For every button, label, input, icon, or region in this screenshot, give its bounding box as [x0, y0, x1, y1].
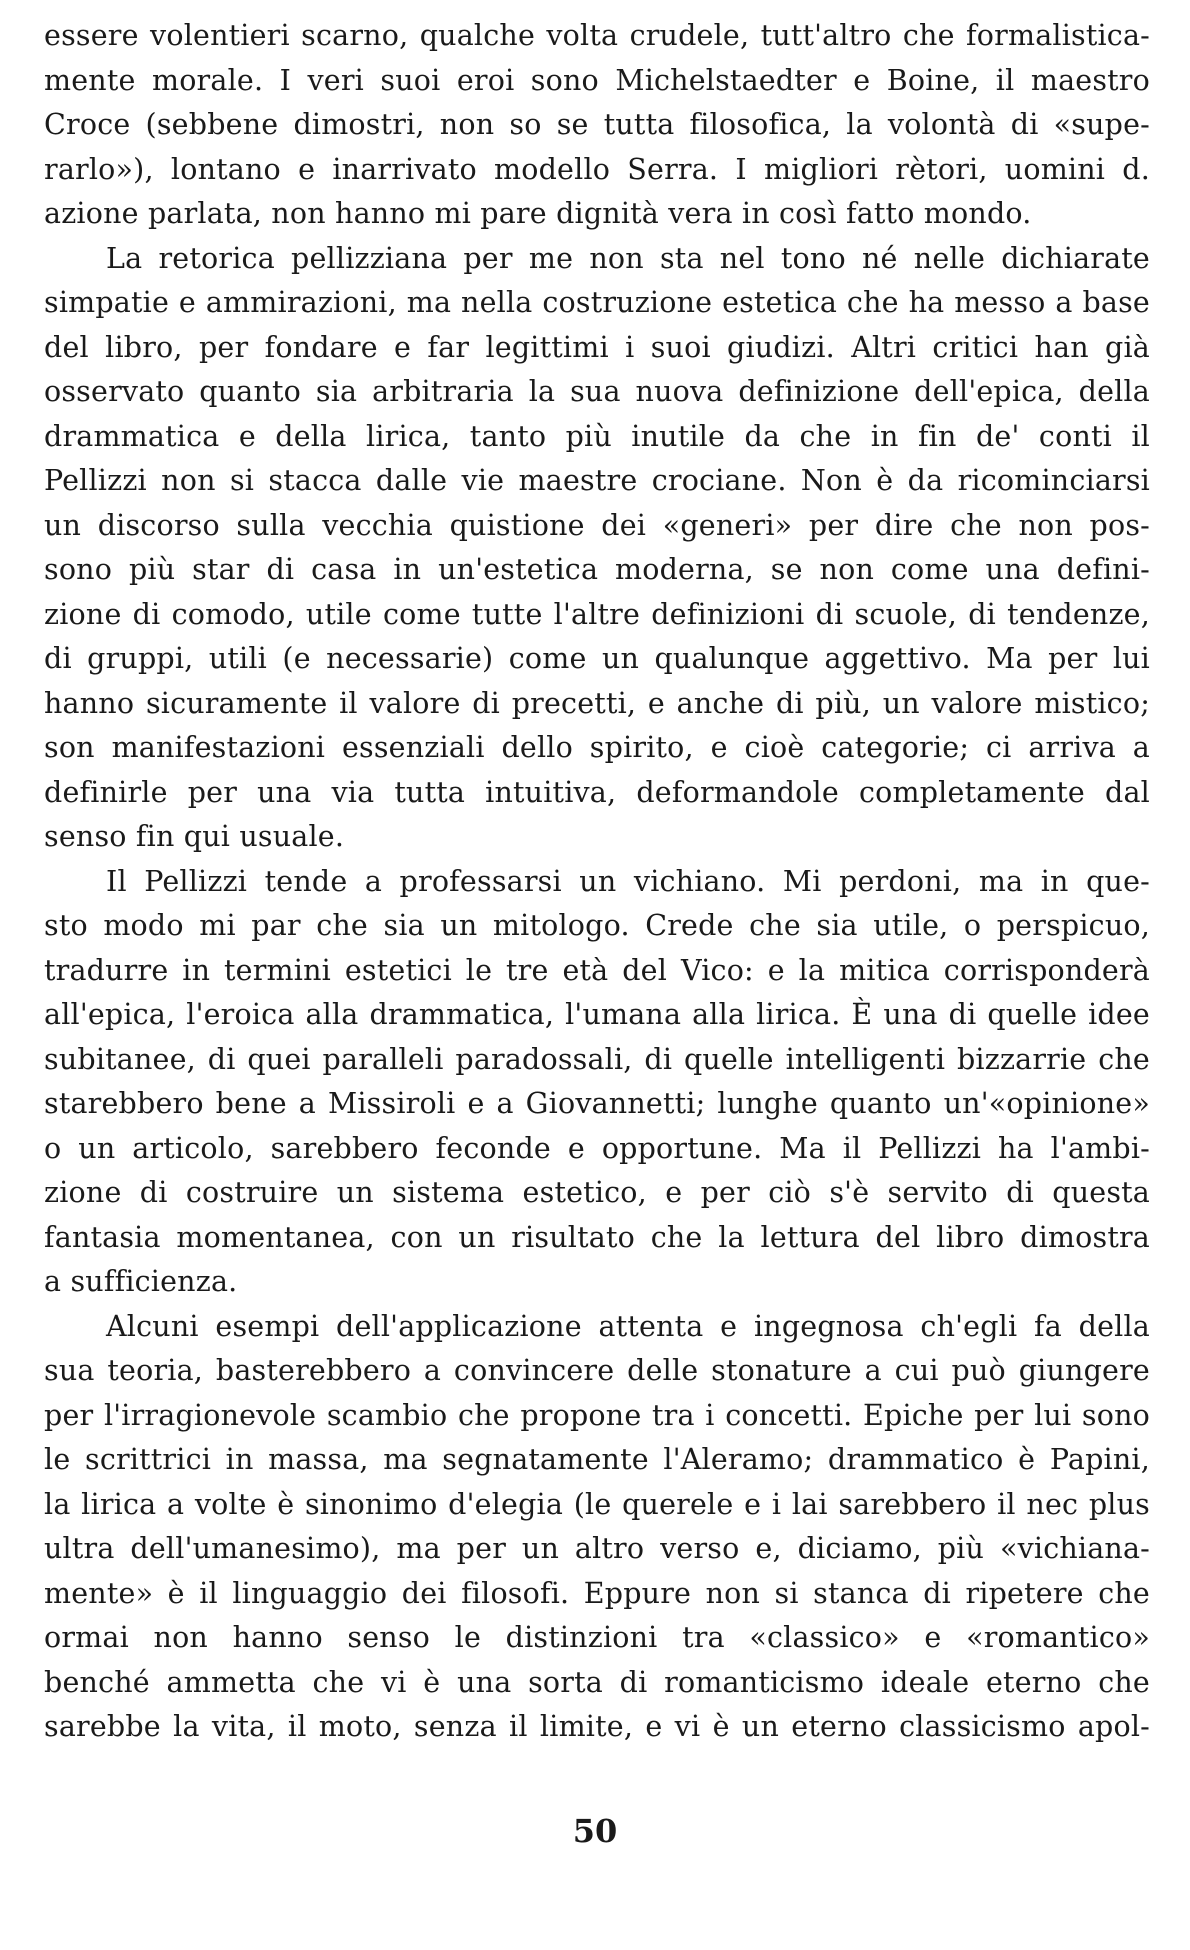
text-line: simpatie e ammirazioni, ma nella costruzione estetica che ha messo a base	[44, 286, 1150, 319]
text-line: sono più star di casa in un'estetica moderna, se non come una defini-	[44, 553, 1150, 586]
text-line: o un articolo, sarebbero feconde e opportune. Ma il Pellizzi ha l'ambi-	[44, 1131, 1150, 1165]
text-line: sarebbe la vita, il moto, senza il limite, e vi è un eterno classicismo apol-	[44, 1710, 1150, 1743]
paragraph-first-line: Alcuni esempi dell'applicazione attenta e ingegnosa ch'egli fa della	[106, 1309, 1150, 1343]
text-line: azione parlata, non hanno mi pare dignità vera in così fatto mondo.	[44, 197, 1032, 230]
text-line: del libro, per fondare e far legittimi i suoi giudizi. Altri critici han già	[44, 330, 1150, 364]
text-line: zione di costruire un sistema estetico, e per ciò s'è servito di questa	[44, 1176, 1150, 1209]
paragraph-first-line: Il Pellizzi tende a professarsi un vichiano. Mi perdoni, ma in que-	[106, 864, 1150, 898]
text-line: hanno sicuramente il valore di precetti, e anche di più, un valore mistico;	[44, 686, 1150, 720]
text-line: all'epica, l'eroica alla drammatica, l'umana alla lirica. È una di quelle idee	[44, 998, 1150, 1031]
text-line: son manifestazioni essenziali dello spirito, e cioè categorie; ci arriva a	[44, 731, 1150, 764]
text-line: mente morale. I veri suoi eroi sono Michelstaedter e Boine, il maestro	[44, 63, 1150, 97]
text-line: benché ammetta che vi è una sorta di romanticismo ideale eterno che	[44, 1665, 1150, 1699]
text-line: starebbero bene a Missiroli e a Giovannetti; lunghe quanto un'«opinione»	[44, 1087, 1150, 1120]
text-line: drammatica e della lirica, tanto più inutile da che in fin de' conti il	[44, 419, 1150, 453]
text-line: le scrittrici in massa, ma segnatamente l'Aleramo; drammatico è Papini,	[44, 1443, 1150, 1476]
text-line: senso fin qui usuale.	[44, 820, 345, 853]
text-line: sua teoria, basterebbero a convincere delle stonature a cui può giungere	[44, 1354, 1150, 1387]
text-line: Croce (sebbene dimostri, non so se tutta filosofica, la volontà di «supe-	[44, 108, 1150, 141]
text-line: ormai non hanno senso le distinzioni tra «classico» e «romantico»	[44, 1621, 1150, 1654]
text-line: a sufficienza.	[44, 1265, 238, 1298]
text-line: sto modo mi par che sia un mitologo. Crede che sia utile, o perspicuo,	[44, 909, 1150, 942]
text-line: fantasia momentanea, con un risultato che la lettura del libro dimostra	[44, 1220, 1150, 1254]
text-line: rarlo»), lontano e inarrivato modello Serra. I migliori rètori, uomini d.	[44, 152, 1150, 186]
text-line: essere volentieri scarno, qualche volta crudele, tutt'altro che formalistica-	[44, 19, 1150, 52]
text-line: Pellizzi non si stacca dalle vie maestre crociane. Non è da ricominciarsi	[44, 464, 1150, 497]
paragraph-first-line: La retorica pellizziana per me non sta nel tono né nelle dichiarate	[106, 241, 1150, 275]
text-line: subitanee, di quei paralleli paradossali, di quelle intelligenti bizzarrie che	[44, 1042, 1150, 1076]
text-line: ultra dell'umanesimo), ma per un altro verso e, diciamo, più «vichiana-	[44, 1532, 1150, 1565]
body-text	[44, 14, 1150, 1750]
text-line: tradurre in termini estetici le tre età del Vico: e la mitica corrisponderà	[44, 953, 1150, 987]
text-line: definirle per una via tutta intuitiva, deformandole completamente dal	[44, 775, 1150, 809]
text-line: mente» è il linguaggio dei filosofi. Eppure non si stanca di ripetere che	[44, 1576, 1150, 1610]
text-line: zione di comodo, utile come tutte l'altre definizioni di scuole, di tendenze,	[44, 597, 1150, 631]
text-line: la lirica a volte è sinonimo d'elegia (le querele e i lai sarebbero il nec plus	[44, 1487, 1150, 1521]
text-line: osservato quanto sia arbitraria la sua nuova definizione dell'epica, della	[44, 375, 1150, 408]
text-line: per l'irragionevole scambio che propone tra i concetti. Epiche per lui sono	[44, 1398, 1150, 1432]
page-number: 50	[572, 1812, 618, 1850]
text-line: di gruppi, utili (e necessarie) come un qualunque aggettivo. Ma per lui	[44, 642, 1150, 675]
text-line: un discorso sulla vecchia quistione dei «generi» per dire che non pos-	[44, 508, 1150, 542]
